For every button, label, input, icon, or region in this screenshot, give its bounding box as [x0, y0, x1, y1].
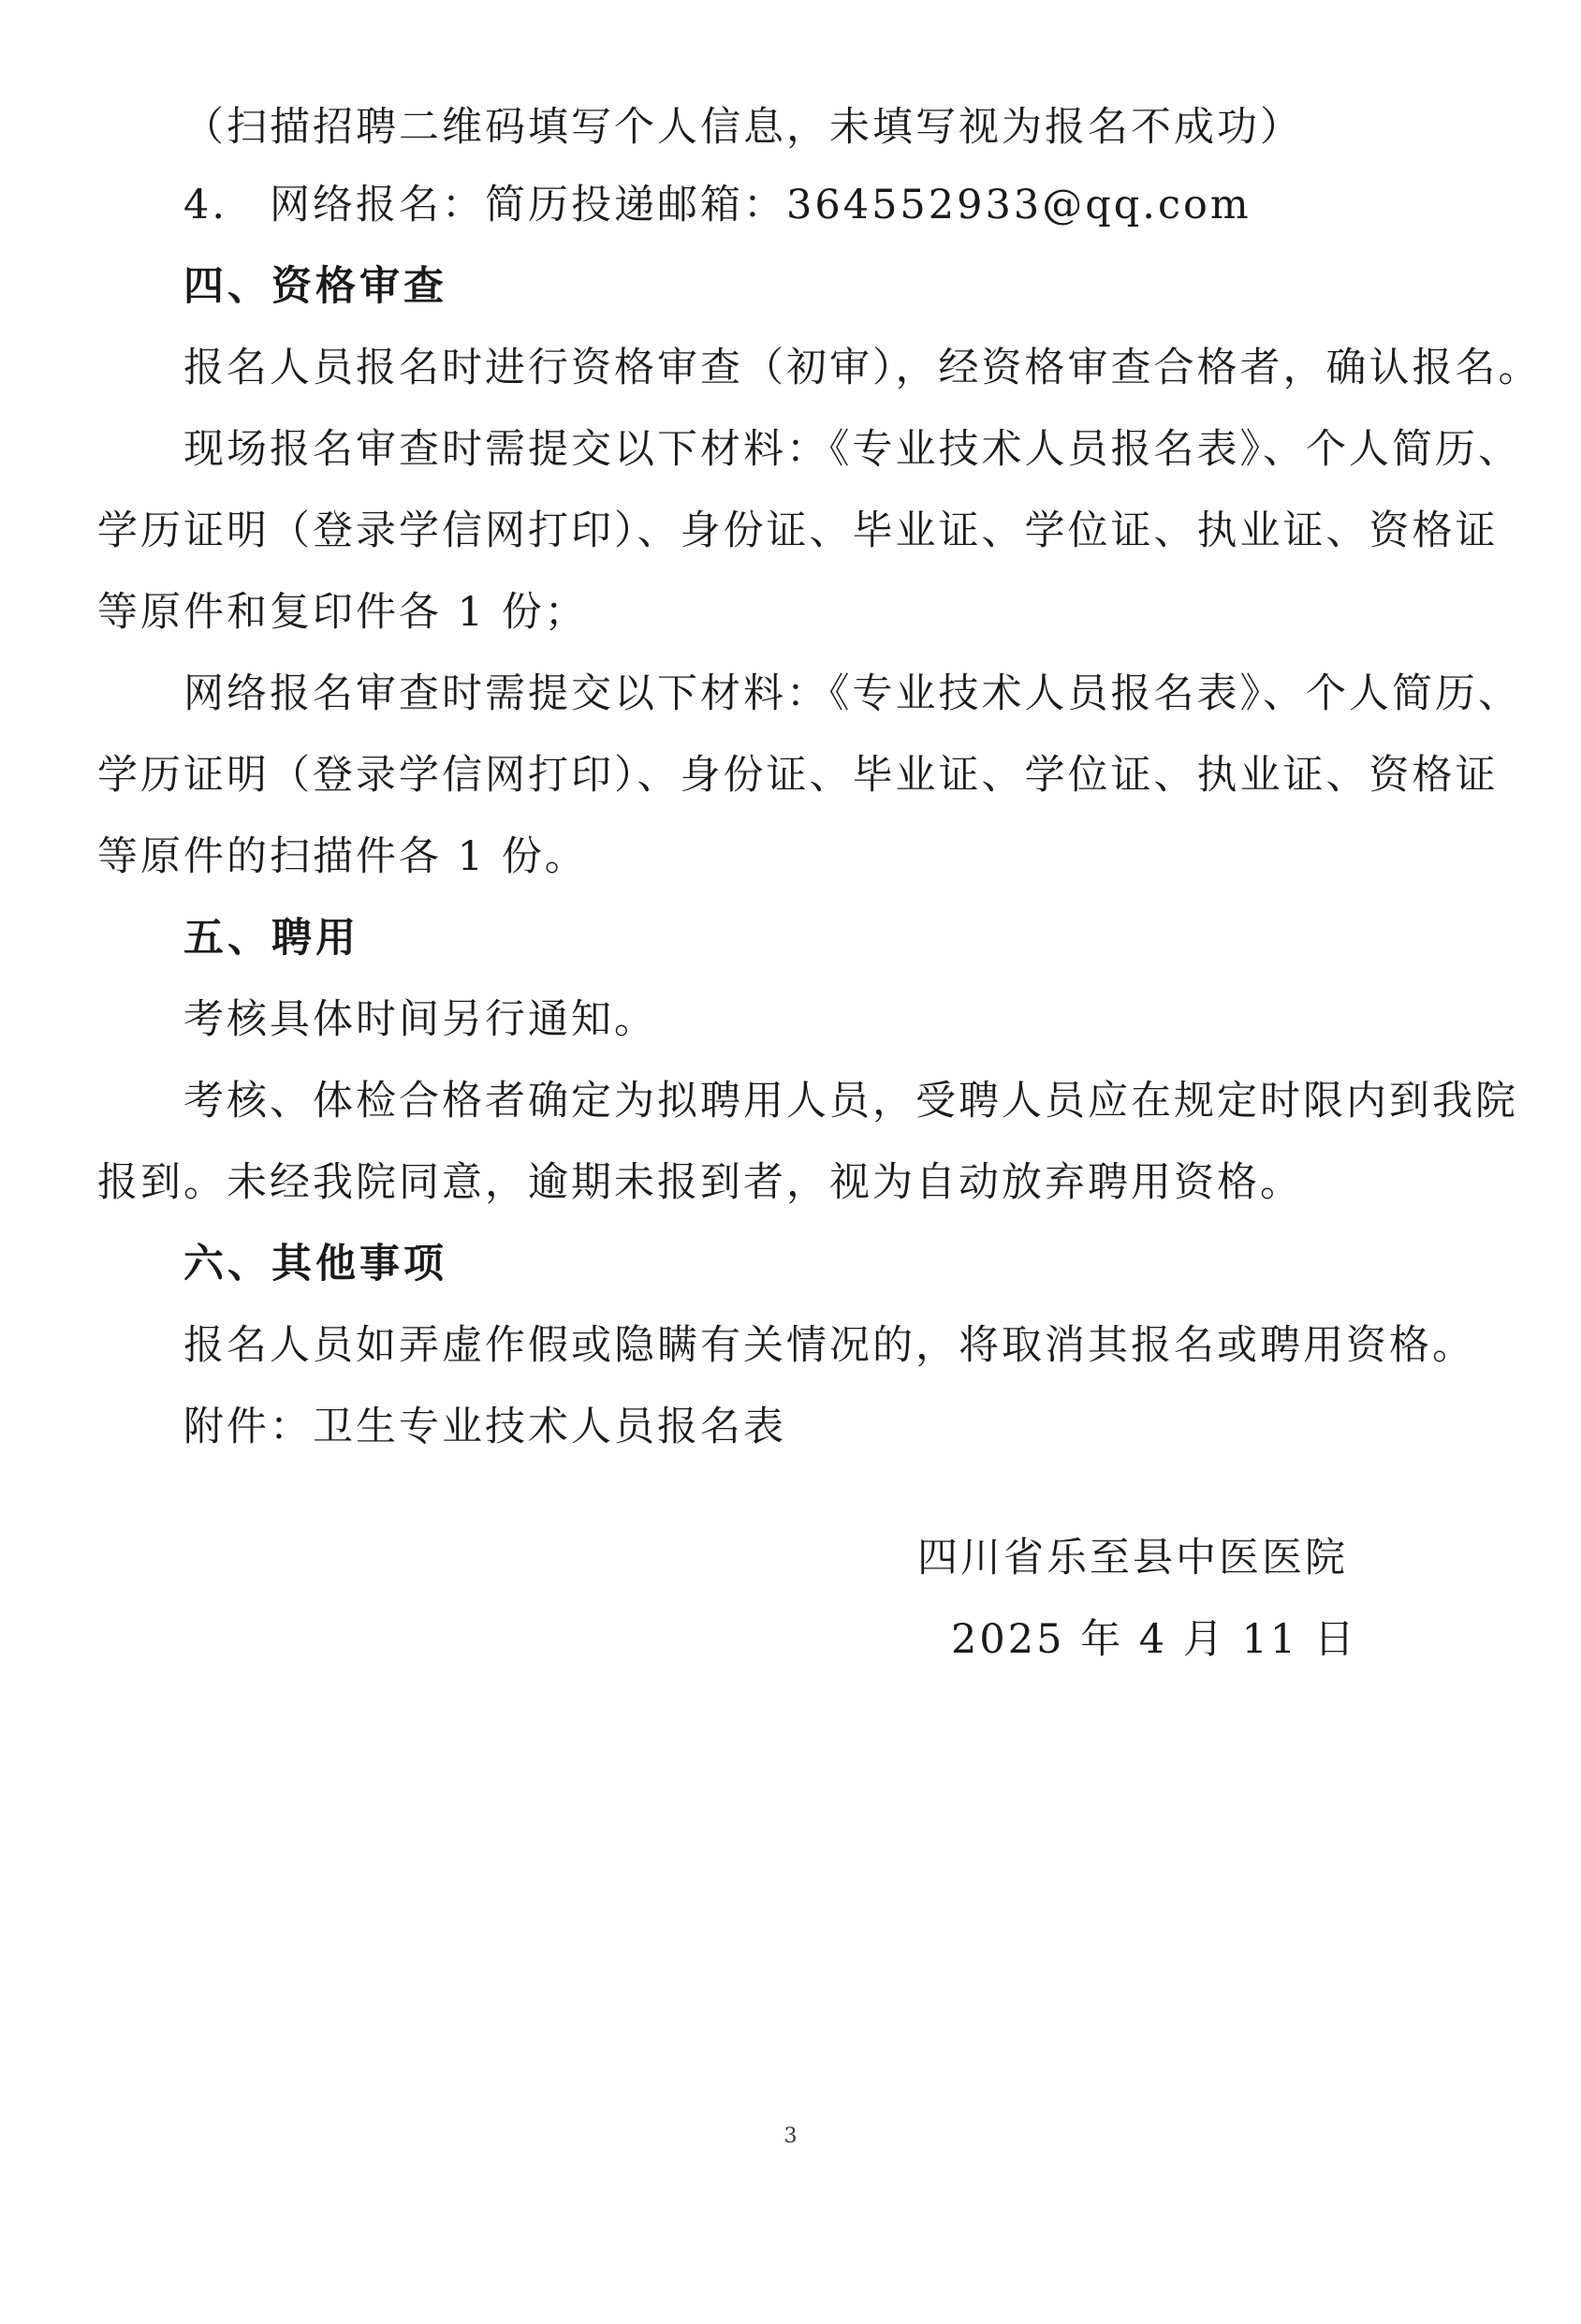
page-number: 3: [783, 2125, 798, 2148]
paragraph-text: 网络报名审查时需提交以下材料：《专业技术人员报名表》、个人简历、: [183, 670, 1521, 717]
item-number: 4.: [183, 182, 228, 228]
paragraph-text: 学历证明（登录学信网打印）、身份证、毕业证、学位证、执业证、资格证: [97, 507, 1499, 554]
paragraph-online-line3: 等原件的扫描件各 1 份。: [97, 833, 588, 880]
paragraph-text: 报名人员报名时进行资格审查（初审），经资格审查合格者，确认报名。: [183, 345, 1542, 391]
paragraph-online-line2: [97, 748, 1499, 802]
signature-date: 2025 年 4 月 11 日: [951, 1616, 1357, 1663]
paragraph-assessment-time: 考核具体时间另行通知。: [183, 996, 657, 1043]
paragraph-other: 报名人员如弄虚作假或隐瞒有关情况的，将取消其报名或聘用资格。: [183, 1322, 1475, 1369]
attachment-line: 附件：卫生专业技术人员报名表: [183, 1404, 786, 1450]
signature-organization: 四川省乐至县中医医院: [917, 1535, 1348, 1581]
paragraph-online-line1: [183, 667, 1521, 721]
section-heading-qualification: 四、资格审查: [183, 263, 447, 310]
paragraph-onsite-line1: [183, 422, 1521, 477]
qr-note: [183, 100, 1475, 154]
online-registration-line: [183, 178, 1252, 232]
online-registration-text: 网络报名：简历投递邮箱：364552933@qq.com: [270, 182, 1252, 228]
paragraph-text: 现场报名审查时需提交以下材料：《专业技术人员报名表》、个人简历、: [183, 426, 1521, 473]
section-heading-other: 六、其他事项: [183, 1241, 447, 1287]
section-heading-employment: 五、聘用: [183, 915, 359, 962]
paragraph-onsite-line2: [97, 504, 1499, 558]
paragraph-hiring-line1: [183, 1074, 1518, 1128]
qr-note-text: （扫描招聘二维码填写个人信息，未填写视为报名不成功）: [183, 104, 1303, 151]
paragraph-text: 考核、体检合格者确定为拟聘用人员，受聘人员应在规定时限内到我院: [183, 1078, 1518, 1125]
paragraph-hiring-line2: 报到。未经我院同意，逾期未报到者，视为自动放弃聘用资格。: [97, 1159, 1303, 1206]
paragraph-onsite-line3: 等原件和复印件各 1 份；: [97, 589, 588, 636]
paragraph-qualification: [183, 341, 1542, 395]
paragraph-text: 学历证明（登录学信网打印）、身份证、毕业证、学位证、执业证、资格证: [97, 752, 1499, 799]
